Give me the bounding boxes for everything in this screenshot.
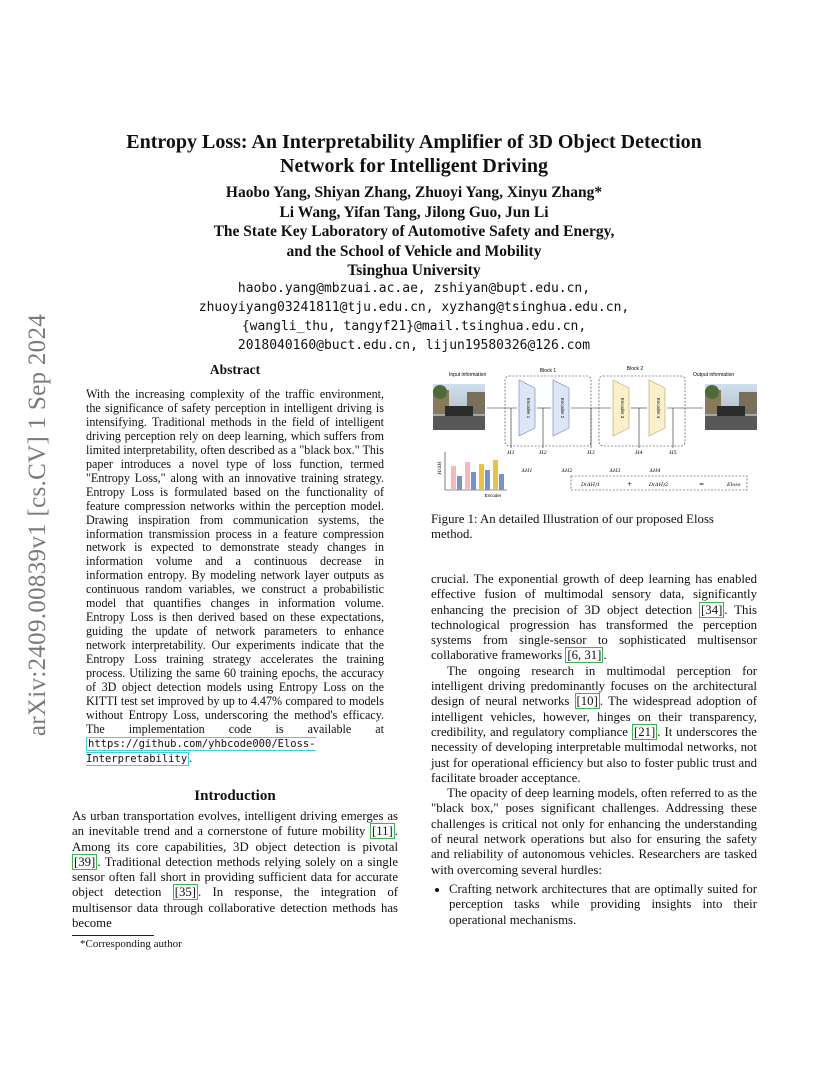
bar	[499, 474, 504, 490]
arxiv-identifier: arXiv:2409.00839v1 [cs.CV] 1 Sep 2024	[24, 313, 51, 737]
abstract-end: .	[189, 750, 193, 765]
h2-label: H2	[539, 450, 547, 456]
body-text: . It underscores the necessity of developing interpretable multimodal networks, not just for operational efficiency but also to foster public trust and facilitate broader acceptance.	[431, 724, 757, 785]
body-text: The ongoing research in multimodal perception for intelligent driving predominantly focuses on the architectural design of neural networks	[431, 663, 757, 709]
block-1-label: Block 1	[539, 368, 557, 374]
d1-label: D(ΔH)1	[581, 482, 601, 488]
abstract-text	[86, 388, 384, 767]
bar	[485, 470, 490, 490]
h1-label: H1	[507, 450, 515, 456]
bar	[457, 476, 462, 490]
author-block	[80, 183, 748, 281]
encoder-3-label: Encoder 3	[620, 397, 625, 419]
dh3-label: ΔH3	[609, 468, 621, 474]
email-block	[80, 279, 748, 355]
input-label: Input information	[449, 372, 487, 378]
h3-label: H3	[587, 450, 595, 456]
body-text: . This technological progression has transformed the perception systems from single-sensor to sophisticated multisensor collaborative frameworks	[431, 602, 757, 663]
encoder-1-label: Encoder 1	[526, 397, 531, 419]
title-line-2: Network for Intelligent Driving	[280, 155, 548, 177]
author-line: Li Wang, Yifan Tang, Jilong Guo, Jun Li	[279, 203, 549, 221]
intro-text: As urban transportation evolves, intelligent driving emerges as an inevitable trend and a cornerstone of future mobility	[72, 809, 398, 839]
email-line: 2018040160@buct.edu.cn, lijun19580326@126.com	[237, 338, 591, 353]
figure-caption: Figure 1: An detailed Illustration of our proposed Eloss method.	[431, 512, 714, 542]
figure-eloss-diagram	[431, 362, 757, 502]
abstract-heading: Abstract	[209, 362, 261, 377]
citation-link[interactable]: [35]	[174, 885, 197, 900]
intro-text: . In response, the integration of multisensor data through collaborative detection methods has become	[72, 885, 398, 931]
output-street-photo	[705, 384, 757, 430]
eloss-label: Eloss	[727, 482, 741, 488]
dh2-label: ΔH2	[561, 468, 573, 474]
citation-link[interactable]: [11]	[371, 824, 393, 839]
introduction-heading: Introduction	[194, 788, 276, 804]
bar	[471, 472, 476, 490]
plus-sign: +	[627, 481, 633, 488]
bar-xaxis-label: Encoder	[484, 493, 502, 498]
hurdle-list	[431, 882, 757, 928]
code-link[interactable]: https://github.com/yhbcode000/Eloss-Interpretability	[86, 737, 316, 765]
affiliation-line: The State Key Laboratory of Automotive Safety and Energy,	[213, 223, 615, 240]
citation-link[interactable]: [21]	[633, 724, 656, 739]
email-line: zhuoyiyang03241811@tju.edu.cn, xyzhang@tsinghua.edu.cn,	[198, 300, 630, 315]
h5-label: H5	[669, 450, 677, 456]
introduction-text	[72, 809, 398, 931]
list-item: • Crafting network architectures that are optimally suited for perception tasks while providing insights into their operational mechanisms.	[449, 882, 757, 928]
bar	[451, 466, 456, 490]
body-text: . The widespread adoption of intelligent vehicles, however, hinges on their transparency, credibility, and regulatory compliance	[431, 694, 757, 739]
bar-yaxis-label: H/ΔH	[438, 461, 443, 475]
d2-label: D(ΔH)2	[649, 482, 669, 488]
body-text: .	[603, 648, 607, 663]
equals-sign: =	[699, 481, 705, 488]
encoder-2-label: Encoder 2	[560, 397, 565, 419]
arxiv-sidebar	[10, 285, 66, 765]
email-line: haobo.yang@mbzuai.ac.ae, zshiyan@bupt.edu.cn,	[237, 281, 591, 296]
dh1-label: ΔH1	[521, 468, 533, 474]
intro-text: . Traditional detection methods relying solely on a single sensor often fall short in providing sufficient data for accurate object detection	[72, 854, 398, 900]
footnote: *Corresponding author	[80, 938, 182, 950]
encoder-4-label: Encoder 4	[656, 397, 661, 419]
dh4-label: ΔH4	[649, 468, 661, 474]
h4-label: H4	[635, 450, 643, 456]
footnote-rule	[72, 935, 154, 936]
body-text: crucial. The exponential growth of deep learning has enabled effective fusion of multimodal sensory data, significantly enhancing the precision of 3D object detection	[431, 572, 757, 617]
input-street-photo	[433, 384, 485, 430]
citation-link[interactable]: [6, 31]	[567, 648, 602, 663]
right-column-text	[431, 572, 757, 928]
bar	[493, 460, 498, 490]
citation-link[interactable]: [10]	[576, 694, 598, 709]
output-label: Output information	[693, 372, 735, 378]
affiliation-line: Tsinghua University	[347, 262, 481, 279]
abstract-body-text: With the increasing complexity of the traffic environment, the significance of safety perception in intelligent driving is intensifying. Traditional methods in the field of intelligent driving perception rely on deep learning, which suffers from limited interpretability, often described as a "black box." This paper introduces a novel type of loss function, termed "Entropy Loss," along with an innovative training strategy. Entropy Loss is formulated based on the functionality of feature compression networks within the perception model. Drawing inspiration from communication systems, the information transmission process in a feature compression network is expected to demonstrate steady changes in information volume and a continuous decrease in information entropy. By modeling network layer outputs as continuous random variables, we construct a probabilistic model that quantifies changes in information volume. Entropy Loss is then derived based on these expectations, guiding the update of network parameters to enhance network interpretability. Our experiments indicate that the Entropy Loss training strategy accelerates the training process. Utilizing the same 60 training epochs, the accuracy of 3D object detection models using Entropy Loss on the KITTI test set improved by up to 4.47% compared to models without Entropy Loss, underscoring the method's efficacy. The implementation code is available at	[86, 387, 384, 736]
block-2-label: Block 2	[626, 366, 644, 372]
body-paragraph: The opacity of deep learning models, often referred to as the "black box," poses significant challenges. Addressing these challenges is critical not only for enhancing the understanding of neural network operations but also for ensuring the safety and reliability of autonomous vehicles. Researchers are tasked with overcoming several hurdles:	[431, 786, 757, 877]
author-line: Haobo Yang, Shiyan Zhang, Zhuoyi Yang, Xinyu Zhang*	[225, 184, 603, 201]
bar	[465, 462, 470, 490]
email-line: {wangli_thu, tangyf21}@mail.tsinghua.edu.cn,	[241, 319, 587, 334]
affiliation-line: and the School of Vehicle and Mobility	[286, 242, 542, 260]
title-line-1: Entropy Loss: An Interpretability Amplifier of 3D Object Detection	[126, 131, 702, 153]
citation-link[interactable]: [34]	[701, 602, 723, 617]
citation-link[interactable]: [39]	[74, 854, 96, 869]
bar	[479, 464, 484, 490]
paper-title	[80, 130, 748, 178]
intro-text: . Among its core capabilities, 3D object detection is pivotal	[72, 824, 398, 854]
